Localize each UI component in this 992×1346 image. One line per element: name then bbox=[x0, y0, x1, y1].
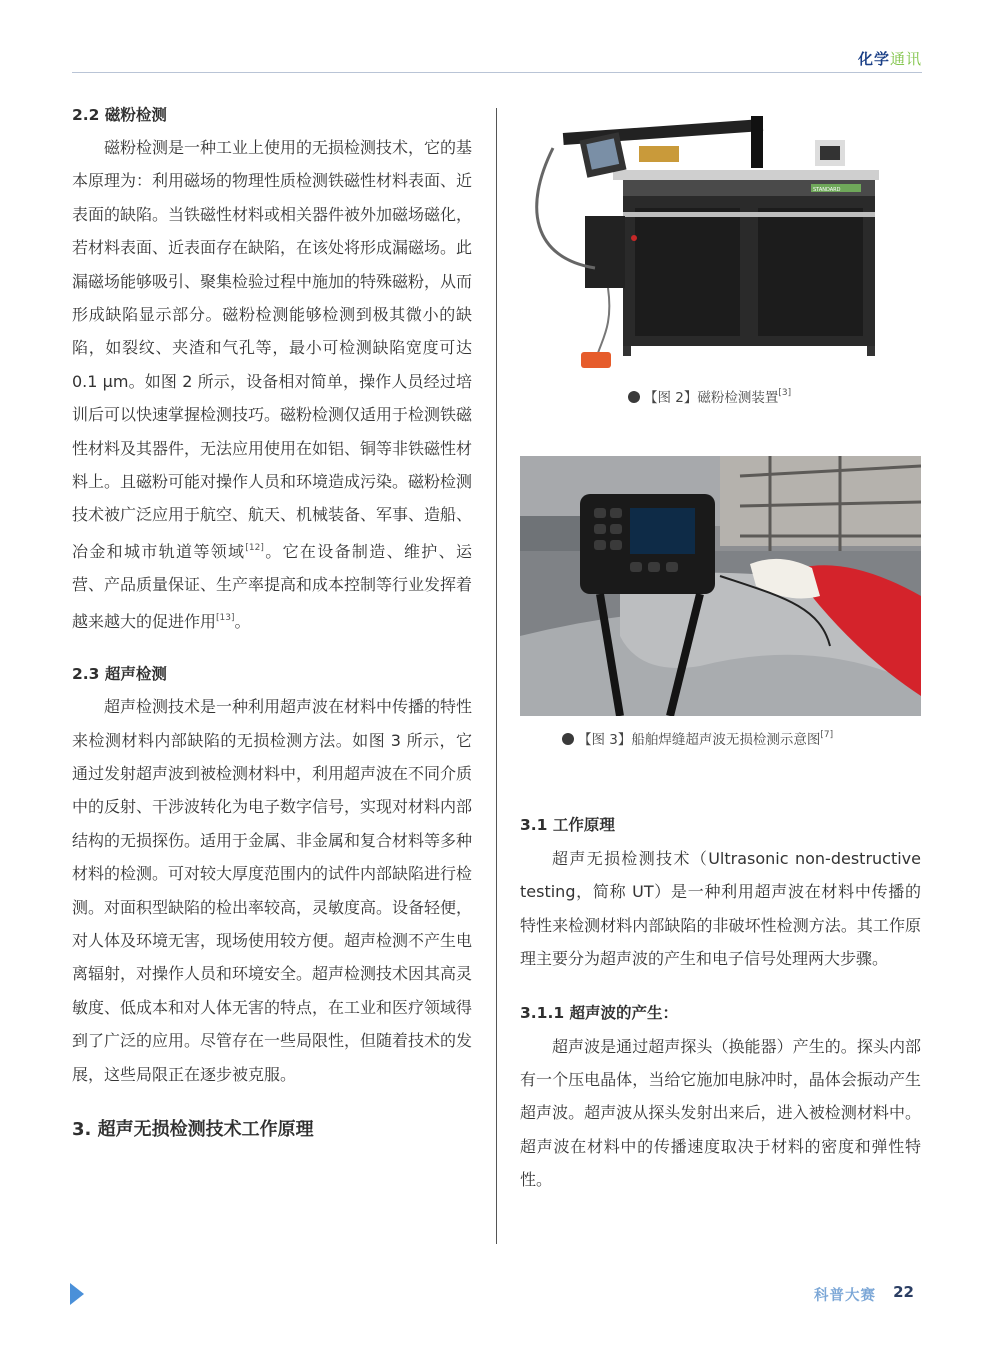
section-3-1-1-title: 3.1.1 超声波的产生： bbox=[520, 1003, 679, 1022]
section-2-3-paragraph: 超声检测技术是一种利用超声波在材料中传播的特性来检测材料内部缺陷的无损检测方法。如图 3 所示，它通过发射超声波到被检测材料中，利用超声波在不同介质中的反射、干涉波转化为电子数字信号，实现对材料内部结构的无损探伤。适用于金属、非金属和复合材料等多种材料的检测。可对较大厚度范围内的试件内部缺陷进行检测。对面积型缺陷的检出率较高，灵敏度高。设备轻便，对人体及环境无害，现场使用较方便。超声检测不产生电离辐射，对操作人员和环境安全。超声检测技术因其高灵敏度、低成本和对人体无害的特点，在工业和医疗领域得到了广泛的应用。尽管存在一些局限性，但随着技术的发展，这些局限正在逐步被克服。 bbox=[72, 697, 473, 1084]
brand-part1: 化学 bbox=[857, 50, 890, 68]
brand-part2: 通讯 bbox=[889, 50, 922, 68]
figure-2-citation: [3] bbox=[778, 388, 792, 398]
figure-3-caption-text: 【图 3】船舶焊缝超声波无损检测示意图 bbox=[578, 732, 821, 748]
camera-icon bbox=[562, 733, 574, 745]
figure-3-citation: [7] bbox=[820, 730, 834, 740]
machine-panel-label: STANDARD bbox=[813, 187, 841, 193]
citation-12: [12] bbox=[245, 542, 264, 553]
s22-text-a: 磁粉检测是一种工业上使用的无损检测技术，它的基本原理为：利用磁场的物理性质检测铁磁性材料表面、近表面的缺陷。当铁磁性材料或相关器件被外加磁场磁化，若材料表面、近表面存在缺陷，在该处将形成漏磁场。此漏磁场能够吸引、聚集检验过程中施加的特殊磁粉，从而形成缺陷显示部分。磁粉检测能够检测到极其微小的缺陷，如裂纹、夹渣和气孔等，最小可检测缺陷宽度可达 0.1 μm。如图 2 所示，设备相对简单，操作人员经过培训后可以快速掌握检测技巧。磁粉检测仅适用于检测铁磁性材料及其器件，无法应用使用在如铝、铜等非铁磁性材料上。且磁粉可能对操作人员和环境造成污染。磁粉检测技术被广泛应用于航空、航天、机械装备、军事、造船、冶金和城市轨道等领域 bbox=[72, 138, 473, 561]
figure-2-caption bbox=[628, 386, 791, 406]
s22-text-b: 。它在设备制造、维护、运营、产品质量保证、生产率提高和成本控制等行业发挥着越来越大的促进作用 bbox=[72, 541, 473, 631]
figure-3-image bbox=[520, 456, 921, 716]
citation-13: [13] bbox=[216, 612, 235, 623]
column-divider bbox=[496, 108, 497, 1244]
section-2-3-title: 2.3 超声检测 bbox=[72, 665, 167, 684]
figure-2-caption-text: 【图 2】磁粉检测装置 bbox=[644, 390, 779, 406]
camera-icon bbox=[628, 391, 640, 403]
section-2-2-paragraph bbox=[72, 131, 472, 638]
section-3-1-title: 3.1 工作原理 bbox=[520, 816, 615, 834]
section-3-1-1-paragraph: 超声波是通过超声探头（换能器）产生的。探头内部有一个压电晶体，当给它施加电脉冲时，晶体会振动产生超声波。超声波从探头发射出来后，进入被检测材料中。超声波在材料中的传播速度取决于材料的密度和弹性特性。 bbox=[520, 1036, 921, 1190]
footer-arrow-icon bbox=[70, 1283, 84, 1305]
magazine-brand bbox=[858, 48, 922, 69]
section-3-1-paragraph: 超声无损检测技术（Ultrasonic non-destructive testing，简称 UT）是一种利用超声波在材料中传播的特性来检测材料内部缺陷的非破坏性检测方法。其工作原理主要分为超声波的产生和电子信号处理两大步骤。 bbox=[520, 849, 921, 969]
header-rule bbox=[72, 72, 922, 73]
left-column bbox=[72, 104, 472, 1142]
page-number: 22 bbox=[893, 1283, 914, 1301]
right-column bbox=[520, 814, 921, 1197]
figure-2-image bbox=[523, 108, 879, 378]
footer-label: 科普大赛 bbox=[814, 1288, 876, 1304]
section-2-2-title: 2.2 磁粉检测 bbox=[72, 106, 167, 124]
s22-text-c: 。 bbox=[234, 611, 251, 631]
figure-3-caption bbox=[562, 728, 833, 748]
section-3-title: 3. 超声无损检测技术工作原理 bbox=[72, 1118, 314, 1140]
